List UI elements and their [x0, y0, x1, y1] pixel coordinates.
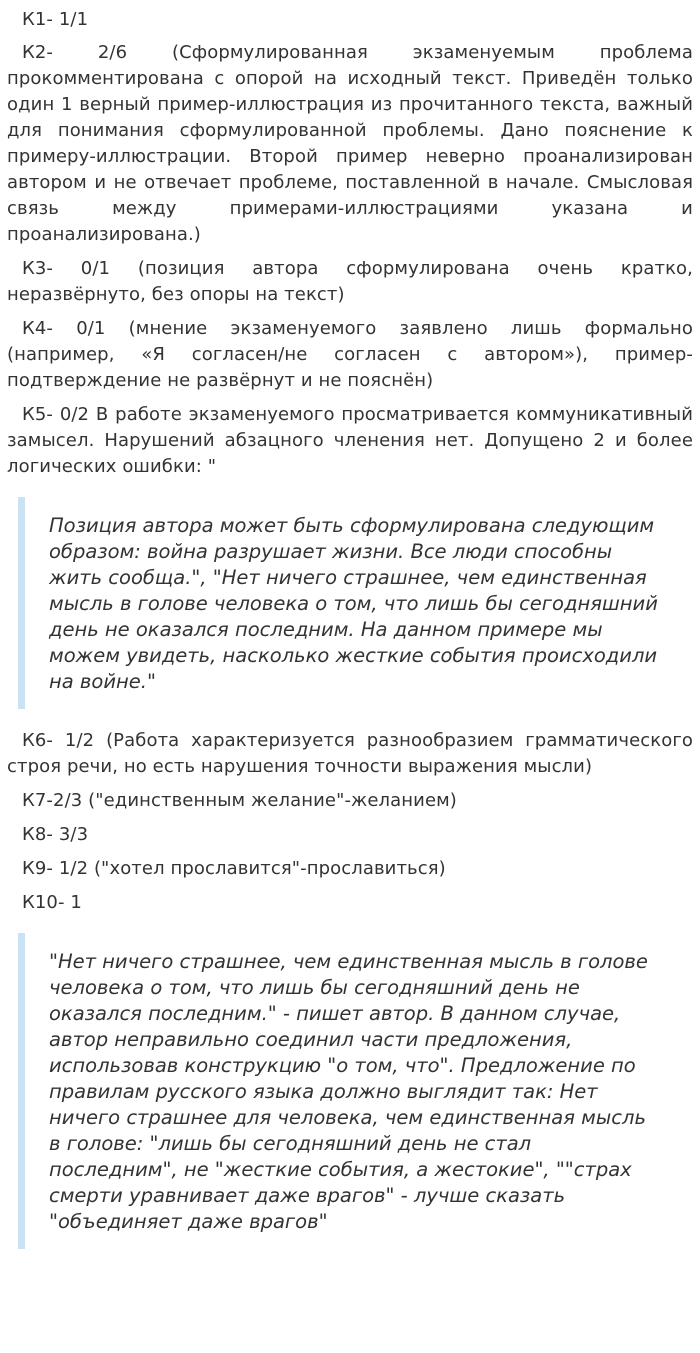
criterion-k9: К9- 1/2 ("хотел прославится"-прославиться) — [22, 858, 446, 879]
criterion-k4: К4- 0/1 (мнение экзаменуемого заявлено лишь формально (например, «Я согласен/не согласен с автором»), пример-подтверждение не развёрнут и не пояснён) — [7, 318, 693, 391]
criterion-k6: К6- 1/2 (Работа характеризуется разнообразием грамматического строя речи, но есть нарушения точности выражения мысли) — [7, 730, 693, 777]
criterion-k2: К2- 2/6 (Сформулированная экзаменуемым проблема прокомментирована с опорой на исходный текст. Приведён только один 1 верный пример-иллюстрация из прочитанного текста, важный для понимания сформулированной проблемы. Дано пояснение к примеру-иллюстрации. Второй пример неверно проанализирован автором и не отвечает проблеме, поставленной в начале. Смысловая связь между примерами-иллюстрациями указана и проанализирована.) — [7, 42, 693, 245]
criterion-k7: К7-2/3 ("единственным желание"-желанием) — [22, 790, 457, 811]
criterion-k1: К1- 1/1 — [22, 9, 89, 30]
criterion-k5: К5- 0/2 В работе экзаменуемого просматривается коммуникативный замысел. Нарушений абзацного членения нет. Допущено 2 и более логических ошибки: " — [7, 404, 693, 477]
criterion-k10: К10- 1 — [22, 892, 82, 913]
quote-author-position: Позиция автора может быть сформулирована следующим образом: война разрушает жизни. Все люди способны жить сообща.", "Нет ничего страшнее, чем единственная мысль в голове человека о том, что лишь бы сегодняшний день не оказался последним. На данном примере мы можем увидеть, насколько жесткие события происходили на войне." — [18, 497, 693, 709]
criterion-k3: К3- 0/1 (позиция автора сформулирована очень кратко, неразвёрнуто, без опоры на текст) — [7, 258, 693, 305]
criterion-k8: К8- 3/3 — [22, 824, 89, 845]
quote-grammar-error: "Нет ничего страшнее, чем единственная мысль в голове человека о том, что лишь бы сегодняшний день не оказался последним." - пишет автор. В данном случае, автор неправильно соединил части предложения, использовав конструкцию "о том, что". Предложение по правилам русского языка должно выглядит так: Нет ничего страшнее для человека, чем единственная мысль в голове: "лишь бы сегодняшний день не стал последним", не "жесткие события, а жестокие", ""страх смерти уравнивает даже врагов" - лучше сказать "объединяет даже врагов" — [18, 933, 693, 1249]
